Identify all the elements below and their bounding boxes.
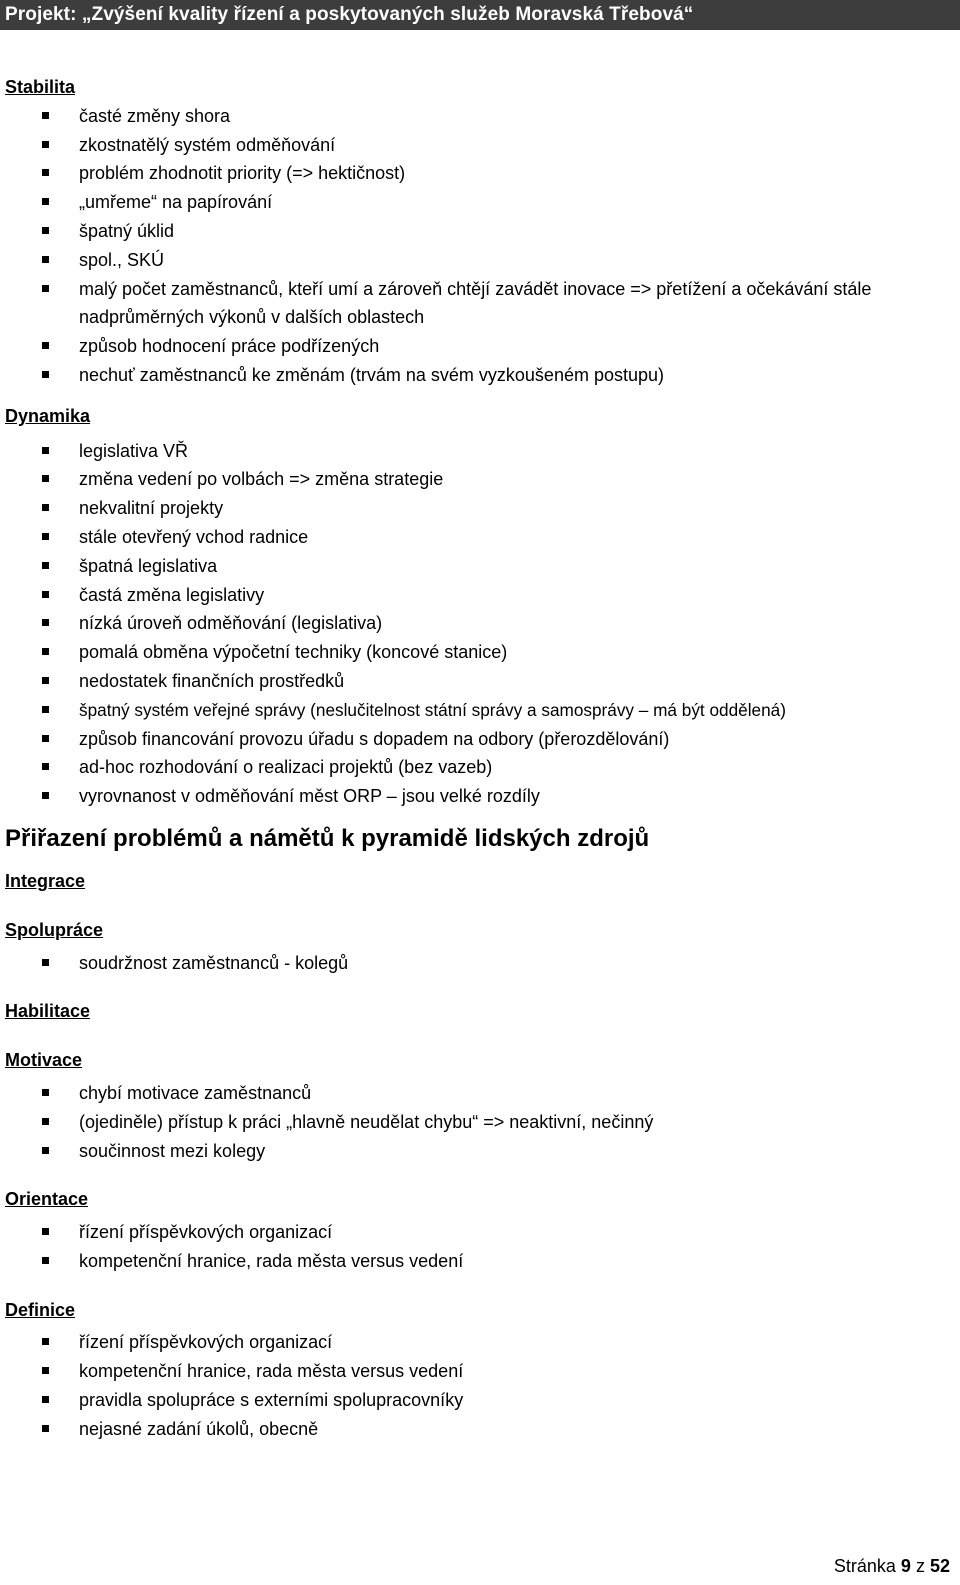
list-item-text: zkostnatělý systém odměňování (79, 134, 336, 155)
list-item (5, 275, 955, 333)
list-item-text: (ojediněle) přístup k práci „hlavně neudělat chybu“ => neaktivní, nečinný (79, 1111, 654, 1132)
list-item-text: nízká úroveň odměňování (legislativa) (79, 613, 383, 634)
bullet-list-orientace (5, 1218, 955, 1276)
list-item-text: soudržnost zaměstnanců - kolegů (79, 952, 349, 973)
list-item (5, 217, 955, 246)
list-item-text: problém zhodnotit priority (=> hektičnost) (79, 163, 406, 184)
list-item (5, 1386, 955, 1415)
list-item (5, 1328, 955, 1357)
square-bullet-icon (42, 763, 49, 770)
list-item-text: nekvalitní projekty (79, 498, 224, 519)
list-item (5, 437, 955, 466)
list-item-text: špatný úklid (79, 220, 175, 241)
list-item (5, 1079, 955, 1108)
square-bullet-icon (42, 227, 49, 234)
list-item (5, 523, 955, 552)
square-bullet-icon (42, 447, 49, 454)
list-item (5, 102, 955, 131)
list-item-text: špatná legislativa (79, 555, 218, 576)
list-item (5, 667, 955, 696)
square-bullet-icon (42, 198, 49, 205)
square-bullet-icon (42, 677, 49, 684)
bullet-list-definice (5, 1328, 955, 1443)
list-item-text: chybí motivace zaměstnanců (79, 1082, 312, 1103)
list-item (5, 782, 955, 811)
list-item (5, 159, 955, 188)
list-item-text: nedostatek finančních prostředků (79, 670, 345, 691)
square-bullet-icon (42, 591, 49, 598)
section-heading-habilitace: Habilitace (5, 1001, 91, 1022)
square-bullet-icon (42, 1425, 49, 1432)
footer-current-page: 9 (900, 1556, 911, 1576)
list-item-text: způsob financování provozu úřadu s dopadem na odbory (přerozdělování) (79, 728, 670, 749)
list-item (5, 753, 955, 782)
list-item-text: ad-hoc rozhodování o realizaci projektů (bez vazeb) (79, 757, 493, 778)
square-bullet-icon (42, 475, 49, 482)
document-body (5, 73, 955, 1444)
list-item-text: kompetenční hranice, rada města versus vedení (79, 1361, 464, 1382)
list-item (5, 581, 955, 610)
square-bullet-icon (42, 648, 49, 655)
square-bullet-icon (42, 1396, 49, 1403)
list-item-text: řízení příspěvkových organizací (79, 1222, 333, 1243)
list-item-text: řízení příspěvkových organizací (79, 1332, 333, 1353)
list-item-text: stále otevřený vchod radnice (79, 526, 309, 547)
square-bullet-icon (42, 792, 49, 799)
square-bullet-icon (42, 1118, 49, 1125)
bullet-list-stabilita (5, 102, 955, 390)
page-header-title: Projekt: „Zvýšení kvality řízení a poskytovaných služeb Moravská Třebová“ (5, 4, 694, 25)
section-heading-stabilita: Stabilita (5, 77, 76, 97)
square-bullet-icon (42, 169, 49, 176)
list-item (5, 131, 955, 160)
list-item-text: nechuť zaměstnanců ke změnám (trvám na svém vyzkoušeném postupu) (79, 364, 665, 385)
list-item-text: pomalá obměna výpočetní techniky (koncové stanice) (79, 642, 508, 663)
list-item (5, 696, 955, 725)
list-item-text: kompetenční hranice, rada města versus vedení (79, 1250, 464, 1271)
list-item-text: legislativa VŘ (79, 440, 189, 461)
square-bullet-icon (42, 1257, 49, 1264)
header-bar (0, 0, 960, 30)
list-item (5, 609, 955, 638)
list-item-text: malý počet zaměstnanců, kteří umí a zároveň chtějí zavádět inovace => přetížení a očekávání stále nadprůměrných výkonů v dalších oblastech (79, 278, 872, 328)
square-bullet-icon (42, 1089, 49, 1096)
square-bullet-icon (42, 371, 49, 378)
list-item (5, 1247, 955, 1276)
section-heading-definice: Definice (5, 1299, 76, 1320)
square-bullet-icon (42, 1228, 49, 1235)
square-bullet-icon (42, 1367, 49, 1374)
list-item (5, 949, 955, 978)
section-heading-dynamika: Dynamika (5, 405, 91, 426)
list-item-text: součinnost mezi kolegy (79, 1140, 266, 1161)
list-item (5, 1137, 955, 1166)
list-item-text: častá změna legislativy (79, 584, 265, 605)
list-item (5, 188, 955, 217)
list-item-text: způsob hodnocení práce podřízených (79, 336, 380, 357)
square-bullet-icon (42, 533, 49, 540)
list-item-text: špatný systém veřejné správy (neslučitelnost státní správy a samosprávy – má být oddělená) (79, 699, 786, 720)
list-item (5, 1415, 955, 1444)
section-heading-motivace: Motivace (5, 1050, 83, 1071)
section-heading-orientace: Orientace (5, 1189, 89, 1210)
square-bullet-icon (42, 562, 49, 569)
square-bullet-icon (42, 706, 49, 713)
list-item-text: časté změny shora (79, 105, 231, 126)
list-item-text: vyrovnanost v odměňování měst ORP – jsou velké rozdíly (79, 786, 540, 807)
list-item (5, 494, 955, 523)
footer-separator: z (915, 1556, 925, 1576)
list-item-text: „umřeme“ na papírování (79, 192, 273, 213)
list-item (5, 552, 955, 581)
section-heading-spoluprace: Spolupráce (5, 919, 104, 940)
square-bullet-icon (42, 1338, 49, 1345)
footer-total-pages: 52 (929, 1556, 950, 1576)
square-bullet-icon (42, 141, 49, 148)
list-item (5, 725, 955, 754)
list-item-text: pravidla spolupráce s externími spolupracovníky (79, 1390, 464, 1411)
square-bullet-icon (42, 735, 49, 742)
square-bullet-icon (42, 1147, 49, 1154)
square-bullet-icon (42, 256, 49, 263)
list-item-text: změna vedení po volbách => změna strategie (79, 469, 444, 490)
bullet-list-spoluprace (5, 949, 955, 978)
list-item-text: spol., SKÚ (79, 249, 165, 270)
list-item (5, 465, 955, 494)
square-bullet-icon (42, 504, 49, 511)
list-item (5, 246, 955, 275)
list-item (5, 332, 955, 361)
list-item-text: nejasné zadání úkolů, obecně (79, 1418, 319, 1439)
square-bullet-icon (42, 285, 49, 292)
list-item (5, 1357, 955, 1386)
list-item (5, 1218, 955, 1247)
square-bullet-icon (42, 619, 49, 626)
main-heading: Přiřazení problémů a námětů k pyramidě lidských zdrojů (5, 824, 650, 852)
list-item (5, 1108, 955, 1137)
square-bullet-icon (42, 959, 49, 966)
list-item (5, 361, 955, 390)
square-bullet-icon (42, 342, 49, 349)
square-bullet-icon (42, 112, 49, 119)
bullet-list-motivace (5, 1079, 955, 1165)
bullet-list-dynamika (5, 437, 955, 811)
section-heading-integrace: Integrace (5, 870, 86, 891)
list-item (5, 638, 955, 667)
page-footer (834, 1554, 950, 1578)
footer-page-label: Stránka (833, 1556, 896, 1576)
